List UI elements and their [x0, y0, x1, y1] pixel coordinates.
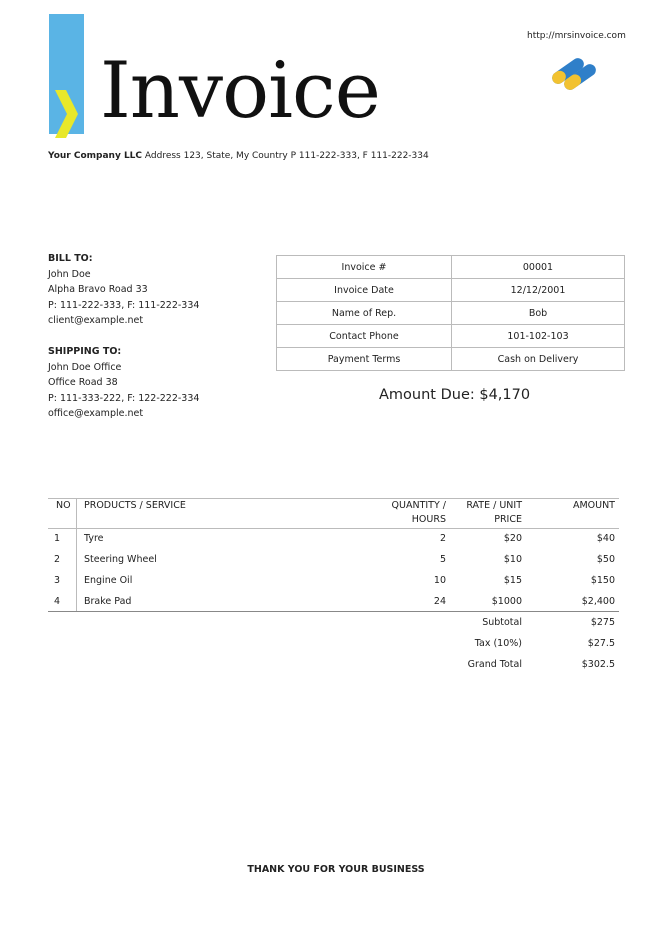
bill-to-block [48, 251, 199, 329]
info-value: Cash on Delivery [452, 348, 625, 371]
row-no: 1 [54, 533, 61, 544]
row-no: 3 [54, 575, 61, 586]
info-label: Payment Terms [277, 348, 452, 371]
row-rate: $15 [503, 575, 522, 586]
row-product: Brake Pad [84, 596, 132, 607]
info-value: 12/12/2001 [452, 279, 625, 302]
info-row [277, 256, 625, 279]
shipping-to-heading: SHIPPING TO: [48, 346, 122, 357]
row-no: 4 [54, 596, 61, 607]
row-quantity: 24 [433, 596, 446, 607]
logo-bar [49, 14, 84, 134]
info-value: Bob [452, 302, 625, 325]
shipping-to-address: Office Road 38 [48, 377, 118, 388]
subtotal-label: Subtotal [482, 617, 522, 628]
grand-total-value: $302.5 [581, 659, 615, 670]
row-product: Engine Oil [84, 575, 133, 586]
header-rate-line1: RATE / UNIT [466, 500, 522, 511]
info-label: Invoice Date [277, 279, 452, 302]
header-amount: AMOUNT [572, 500, 615, 511]
bill-to-heading: BILL TO: [48, 253, 93, 264]
row-quantity: 5 [439, 554, 446, 565]
header-quantity-line1: QUANTITY / [391, 500, 446, 511]
bill-to-phone: P: 111-222-333, F: 111-222-334 [48, 299, 200, 311]
shipping-to-phone: P: 111-333-222, F: 122-222-334 [48, 392, 200, 404]
shipping-to-block [48, 344, 199, 422]
info-row [277, 348, 625, 371]
company-details: Address 123, State, My Country P 111-222-333, F 111-222-334 [144, 151, 429, 161]
info-row [277, 302, 625, 325]
info-row [277, 279, 625, 302]
row-product: Steering Wheel [84, 554, 157, 565]
info-value: 00001 [452, 256, 625, 279]
shipping-to-name: John Doe Office [48, 361, 122, 373]
row-amount: $50 [596, 554, 615, 565]
row-no: 2 [54, 554, 61, 565]
row-quantity: 2 [439, 533, 446, 544]
company-line [48, 151, 429, 161]
info-value: 101-102-103 [452, 325, 625, 348]
tax-label: Tax (10%) [474, 638, 522, 649]
bill-to-name: John Doe [48, 268, 91, 280]
info-label: Invoice # [277, 256, 452, 279]
row-rate: $20 [503, 533, 522, 544]
invoice-info-table [276, 255, 625, 371]
chevron-right-icon [53, 84, 79, 144]
column-divider [76, 498, 77, 612]
info-label: Contact Phone [277, 325, 452, 348]
header-no: NO [56, 500, 71, 511]
bill-to-email: client@example.net [48, 315, 144, 326]
thank-you-note: THANK YOU FOR YOUR BUSINESS [247, 864, 425, 875]
info-label: Name of Rep. [277, 302, 452, 325]
header-product: PRODUCTS / SERVICE [84, 500, 186, 511]
row-amount: $150 [590, 575, 615, 586]
website-link[interactable]: http://mrsinvoice.com [527, 31, 626, 41]
invoice-title: Invoice [100, 46, 380, 136]
row-rate: $10 [503, 554, 522, 565]
header-quantity-line2: HOURS [411, 514, 446, 525]
row-product: Tyre [84, 533, 104, 544]
row-amount: $2,400 [581, 596, 615, 607]
row-quantity: 10 [433, 575, 446, 586]
amount-due: Amount Due: $4,170 [379, 387, 531, 403]
info-row [277, 325, 625, 348]
row-amount: $40 [596, 533, 615, 544]
tax-value: $27.5 [587, 638, 615, 649]
subtotal-value: $275 [590, 617, 615, 628]
brand-logo-icon [548, 55, 600, 97]
company-name: Your Company LLC [48, 151, 143, 161]
shipping-to-email: office@example.net [48, 408, 144, 419]
row-rate: $1000 [491, 596, 522, 607]
header-rate-line2: PRICE [494, 514, 522, 525]
items-bottom-rule [48, 611, 619, 612]
grand-total-label: Grand Total [467, 659, 522, 670]
bill-to-address: Alpha Bravo Road 33 [48, 284, 148, 295]
